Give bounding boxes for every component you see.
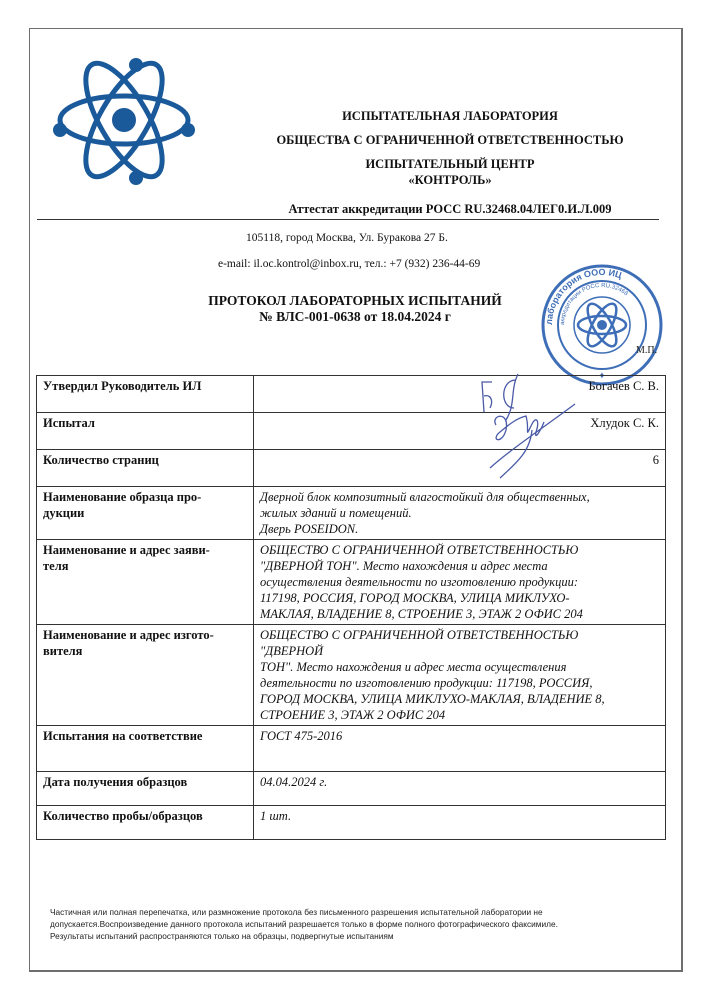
row-label: Дата получения образцов <box>37 772 254 806</box>
center-brand: «КОНТРОЛЬ» <box>408 173 492 187</box>
lab-name: ИСПЫТАТЕЛЬНАЯ ЛАБОРАТОРИЯ <box>342 109 558 123</box>
row-label: Испытания на соответствие <box>37 726 254 772</box>
svg-text:лаборатория ООО ИЦ: лаборатория ООО ИЦ <box>543 266 624 326</box>
header-divider <box>37 219 659 220</box>
row-value: Дверной блок композитный влагостойкий для общественных, жилых зданий и помещений. Дверь POSEIDON. <box>254 487 666 540</box>
row-value: 1 шт. <box>254 806 666 840</box>
row-label: Утвердил Руководитель ИЛ <box>37 376 254 413</box>
table-row <box>37 772 666 806</box>
table-row <box>37 487 666 540</box>
row-value: ОБЩЕСТВО С ОГРАНИЧЕННОЙ ОТВЕТСТВЕННОСТЬЮ "ДВЕРНОЙ ТОН". Место нахождения и адрес места осуществления деятельности по изготовлению продукции: 117198, РОССИЯ, ГОРОД МОСКВА, УЛИЦА МИКЛУХО- МАКЛАЯ, ВЛАДЕНИЕ 8, СТРОЕНИЕ 3, ЭТАЖ 2 ОФИС 204 <box>254 540 666 625</box>
row-label: Количество страниц <box>37 450 254 487</box>
row-label: Испытал <box>37 413 254 450</box>
row-value: Хлудок С. К. <box>254 413 666 450</box>
protocol-title: ПРОТОКОЛ ЛАБОРАТОРНЫХ ИСПЫТАНИЙ <box>208 293 502 308</box>
row-value: 04.04.2024 г. <box>254 772 666 806</box>
svg-text:аккредитации РОСС RU.32468: аккредитации РОСС RU.32468 <box>559 282 629 326</box>
row-value: 6 <box>254 450 666 487</box>
address: 105118, город Москва, Ул. Буракова 27 Б. <box>246 232 448 244</box>
center-name: ИСПЫТАТЕЛЬНЫЙ ЦЕНТР <box>365 157 535 171</box>
row-value: ОБЩЕСТВО С ОГРАНИЧЕННОЙ ОТВЕТСТВЕННОСТЬЮ "ДВЕРНОЙ ТОН". Место нахождения и адрес места осуществления деятельности по изготовлению продукции: 117198, РОССИЯ, ГОРОД МОСКВА, УЛИЦА МИКЛУХО-МАКЛАЯ, ВЛАДЕНИЕ 8, СТРОЕНИЕ 3, ЭТАЖ 2 ОФИС 204 <box>254 625 666 726</box>
row-value: Богачев С. В. <box>254 376 666 413</box>
row-value: ГОСТ 475-2016 <box>254 726 666 772</box>
svg-text:✦: ✦ <box>597 371 607 382</box>
atom-logo-icon <box>52 48 197 193</box>
table-row <box>37 726 666 772</box>
row-label: Наименование и адрес изгото- вителя <box>37 625 254 726</box>
protocol-number: № ВЛС-001-0638 от 18.04.2024 г <box>259 309 451 324</box>
contacts: e-mail: il.oc.kontrol@inbox.ru, тел.: +7 (932) 236-44-69 <box>218 258 481 270</box>
table-row <box>37 625 666 726</box>
accreditation: Аттестат аккредитации РОСС RU.32468.04ЛЕГ0.И.Л.009 <box>288 202 612 216</box>
signature-icon <box>470 370 580 480</box>
row-label: Наименование и адрес заяви- теля <box>37 540 254 625</box>
stamp-mp-label: М.П. <box>636 345 658 356</box>
row-label: Количество пробы/образцов <box>37 806 254 840</box>
company-type: ОБЩЕСТВА С ОГРАНИЧЕННОЙ ОТВЕТСТВЕННОСТЬЮ <box>276 133 624 147</box>
disclaimer-footer: Частичная или полная перепечатка, или размножение протокола без письменного разрешения испытательной лаборатории не допускается.Воспроизведение данного протокола испытаний разрешается только в форме полного фотографического факсимиле. Результаты испытаний распространяются только на образцы, подвергнутые испытаниям <box>50 907 558 941</box>
row-label: Наименование образца про- дукции <box>37 487 254 540</box>
table-row <box>37 540 666 625</box>
table-row <box>37 806 666 840</box>
